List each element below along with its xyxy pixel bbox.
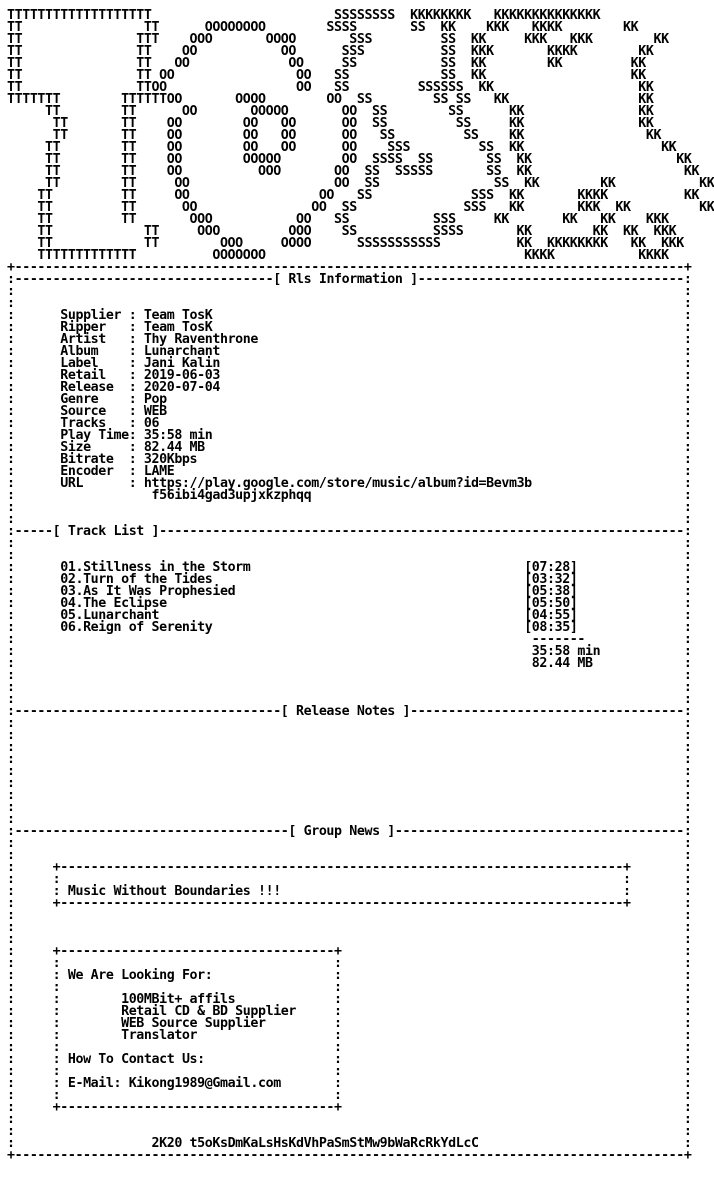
blank-line: : : [7, 812, 692, 827]
blank-line: : : [7, 920, 692, 935]
info-row: : Genre : Pop : [7, 392, 692, 407]
info-url-continuation: f56ibi4gad3upjxkzphqq [151, 488, 312, 503]
recruit-box-line: : : Retail CD & BD Supplier : : [7, 1004, 692, 1019]
recruit-box-line: : : : : [7, 1088, 692, 1103]
blank-line: : : [7, 512, 692, 527]
blank-line: : : [7, 752, 692, 767]
recruit-box-line: : : : : [7, 1040, 692, 1055]
blank-line: : : [7, 500, 692, 515]
blank-line: : : [7, 536, 692, 551]
logo-line: TTTTTTTTTTTTT OOOOOOO KKKK KKKK [7, 248, 669, 263]
logo-line: TTTTTTTTTTTTTTTTTTT SSSSSSSS KKKKKKKK KKKKKKKKKKKKKK [7, 8, 601, 23]
signature-row: : 2K20 t5oKsDmKaLsHsKdVhPaSmStMw9bWaRcRkYdLcC : [7, 1136, 692, 1151]
blank-line: : : [7, 548, 692, 563]
track-title: 04.The Eclipse [60, 596, 167, 611]
info-field: Genre : Pop [60, 392, 167, 407]
blank-line: : : [7, 908, 692, 923]
blank-line: : : [7, 1112, 692, 1127]
contact-email: E-Mail: Kikong1989@Gmail.com [67, 1076, 281, 1091]
blank-line: : : [7, 848, 692, 863]
logo-line: TT TT OO OO SS SSS KK KKK KK KK [7, 200, 714, 215]
logo-line: TT TT OO OOOOO OO SSSS SS SS KK KK [7, 152, 692, 167]
blank-line: : : [7, 692, 692, 707]
track-time: [05:38] [524, 584, 578, 599]
blank-line: : : [7, 728, 692, 743]
info-row: : Size : 82.44 MB : [7, 440, 692, 455]
recruit-box-line: : : How To Contact Us: : : [7, 1052, 692, 1067]
info-field: Source : WEB [60, 404, 167, 419]
blank-line: : : [7, 800, 692, 815]
info-row: : Bitrate : 320Kbps : [7, 452, 692, 467]
recruit-box-line: : : E-Mail: Kikong1989@Gmail.com : : [7, 1076, 692, 1091]
blank-line: : : [7, 788, 692, 803]
looking-for-item: Translator [121, 1028, 198, 1043]
total-time: 35:58 min [531, 644, 601, 659]
blank-line: : : [7, 284, 692, 299]
blank-line: : : [7, 1124, 692, 1139]
logo-line: TT TT OO OO SS SS KK KK [7, 68, 646, 83]
info-row: : Encoder : LAME : [7, 464, 692, 479]
logo-line: TT TT OOO OO SS SSS KK KK KK KKK [7, 212, 669, 227]
logo-line: TT TT OO OO OO OO SS SS KK KK [7, 128, 662, 143]
looking-for-item: Retail CD & BD Supplier [121, 1004, 297, 1019]
logo-line: TT TT OOOOOOOO SSSS SS KK KKK KKKK KK [7, 20, 639, 35]
logo-line: TTTTTTT TTTTTTOO OOOO OO SS SS SS KK KK [7, 92, 654, 107]
info-row: : Source : WEB : [7, 404, 692, 419]
recruit-box-line: : : : : [7, 980, 692, 995]
group-news-header: [ Group News ] [288, 824, 395, 839]
info-row: : Label : Jani Kalin : [7, 356, 692, 371]
section-header: :-----------------------------------[ Release Notes ]------------------------------------: [7, 704, 692, 719]
track-title: 01.Stillness in the Storm [60, 560, 251, 575]
info-row: : URL : https://play.google.com/store/music/album?id=Bevm3b : [7, 476, 692, 491]
looking-for-item: WEB Source Supplier [121, 1016, 266, 1031]
info-field: Size : 82.44 MB [60, 440, 205, 455]
recruit-box-line: : : WEB Source Supplier : : [7, 1016, 692, 1031]
info-field: Retail : 2019-06-03 [60, 368, 220, 383]
signature: 2K20 t5oKsDmKaLsHsKdVhPaSmStMw9bWaRcRkYdLcC [151, 1136, 479, 1151]
info-row: : Play Time: 35:58 min : [7, 428, 692, 443]
frame-border: +----------------------------------------------------------------------------------------+ [7, 1148, 692, 1163]
logo-line: TT TT OO OO SS SS KK KK KK [7, 176, 714, 191]
logo-line: TT TT OOO OOOO SSSSSSSSSSS KK KKKKKKKK KK KKK [7, 236, 684, 251]
track-title: 06.Reign of Serenity [60, 620, 213, 635]
track-row: : 04.The Eclipse [05:50] : [7, 596, 692, 611]
blank-line: : : [7, 740, 692, 755]
info-field: Artist : Thy Raventhrone [60, 332, 258, 347]
track-row: : 05.Lunarchant [04:55] : [7, 608, 692, 623]
blank-line: : : [7, 836, 692, 851]
recruit-box-border: : +------------------------------------+ : [7, 944, 692, 959]
track-time: [07:28] [524, 560, 578, 575]
logo-line: TT TT OO OO SSS SS KKK KKKK KK [7, 44, 654, 59]
total-time-row: : 35:58 min : [7, 644, 692, 659]
track-row: : 03.As It Was Prophesied [05:38] : [7, 584, 692, 599]
recruit-box-line: : : Translator : : [7, 1028, 692, 1043]
blank-line: : : [7, 680, 692, 695]
track-title: 05.Lunarchant [60, 608, 160, 623]
blank-line: : : [7, 932, 692, 947]
logo-line: TT TT OO OO SS SSS KK KKKK KK [7, 188, 700, 203]
total-separator: ------- [531, 632, 586, 647]
blank-line: : : [7, 296, 692, 311]
section-header: :----------------------------------[ Rls Information ]-----------------------------------: [7, 272, 692, 287]
track-row: : 01.Stillness in the Storm [07:28] : [7, 560, 692, 575]
motto-text: Music Without Boundaries !!! [67, 884, 281, 899]
recruit-box-line: : : : : [7, 956, 692, 971]
total-separator-row: : ------- : [7, 632, 692, 647]
info-field: Supplier : Team TosK [60, 308, 213, 323]
motto-box-border: : +--------------------------------------------------------------------------+ : [7, 860, 692, 875]
logo-line: TT TT OOO OOO SS SSSS KK KK KK KKK [7, 224, 677, 239]
logo-line: TT TTOO OO SS SSSSSS KK KK [7, 80, 654, 95]
track-title: 03.As It Was Prophesied [60, 584, 236, 599]
release-notes-header: [ Release Notes ] [280, 704, 411, 719]
contact-title: How To Contact Us: [67, 1052, 205, 1067]
track-row: : 06.Reign of Serenity [08:35] : [7, 620, 692, 635]
rls-information-header: [ Rls Information ] [273, 272, 418, 287]
info-row: : Tracks : 06 : [7, 416, 692, 431]
total-size: 82.44 MB [531, 656, 593, 671]
logo-line: TT TT OO OO SS SS KK KK KK [7, 56, 646, 71]
recruit-box-line: : : We Are Looking For: : : [7, 968, 692, 983]
info-field: Ripper : Team TosK [60, 320, 213, 335]
info-field: Release : 2020-07-04 [60, 380, 220, 395]
recruit-box-line: : : : : [7, 1064, 692, 1079]
info-row: : f56ibi4gad3upjxkzphqq : [7, 488, 692, 503]
info-row: : Retail : 2019-06-03 : [7, 368, 692, 383]
blank-line: : : [7, 764, 692, 779]
info-field: URL : https://play.google.com/store/music/album?id=Bevm3b [60, 476, 532, 491]
section-header: :------------------------------------[ Group News ]--------------------------------------: [7, 824, 692, 839]
looking-for-title: We Are Looking For: [67, 968, 213, 983]
frame-border: +----------------------------------------------------------------------------------------+ [7, 260, 692, 275]
logo-line: TT TT OO OO OO OO SS SS KK KK [7, 116, 654, 131]
track-title: 02.Turn of the Tides [60, 572, 213, 587]
info-field: Label : Jani Kalin [60, 356, 220, 371]
logo-line: TT TT OO OOO OO SS SSSSS SS KK KK [7, 164, 700, 179]
info-field: Album : Lunarchant [60, 344, 220, 359]
total-size-row: : 82.44 MB : [7, 656, 692, 671]
info-row: : Release : 2020-07-04 : [7, 380, 692, 395]
track-time: [08:35] [524, 620, 578, 635]
logo-line: TT TTT OOO OOOO SSS SS KK KKK KKK KK [7, 32, 669, 47]
track-time: [03:32] [524, 572, 578, 587]
info-row: : Ripper : Team TosK : [7, 320, 692, 335]
info-field: Encoder : LAME [60, 464, 175, 479]
blank-line: : : [7, 668, 692, 683]
blank-line: : : [7, 716, 692, 731]
blank-line: : : [7, 776, 692, 791]
info-row: : Album : Lunarchant : [7, 344, 692, 359]
motto-box-line: : : : : [7, 872, 692, 887]
info-row: : Supplier : Team TosK : [7, 308, 692, 323]
info-field: Tracks : 06 [60, 416, 160, 431]
motto-box-border: : +--------------------------------------------------------------------------+ : [7, 896, 692, 911]
track-time: [05:50] [524, 596, 578, 611]
recruit-box-line: : : 100MBit+ affils : : [7, 992, 692, 1007]
track-row: : 02.Turn of the Tides [03:32] : [7, 572, 692, 587]
looking-for-item: 100MBit+ affils [121, 992, 236, 1007]
logo-line: TT TT OO OO OO OO SSS SS KK KK [7, 140, 677, 155]
track-list-header: [ Track List ] [52, 524, 160, 539]
track-time: [04:55] [524, 608, 578, 623]
section-header: :-----[ Track List ]---------------------------------------------------------------------: [7, 524, 692, 539]
logo-line: TT TT OO OOOOO OO SS SS KK KK [7, 104, 654, 119]
info-field: Play Time: 35:58 min [60, 428, 213, 443]
info-field: Bitrate : 320Kbps [60, 452, 198, 467]
recruit-box-border: : +------------------------------------+ : [7, 1100, 692, 1115]
info-row: : Artist : Thy Raventhrone : [7, 332, 692, 347]
motto-box-line: : : Music Without Boundaries !!! : : [7, 884, 692, 899]
